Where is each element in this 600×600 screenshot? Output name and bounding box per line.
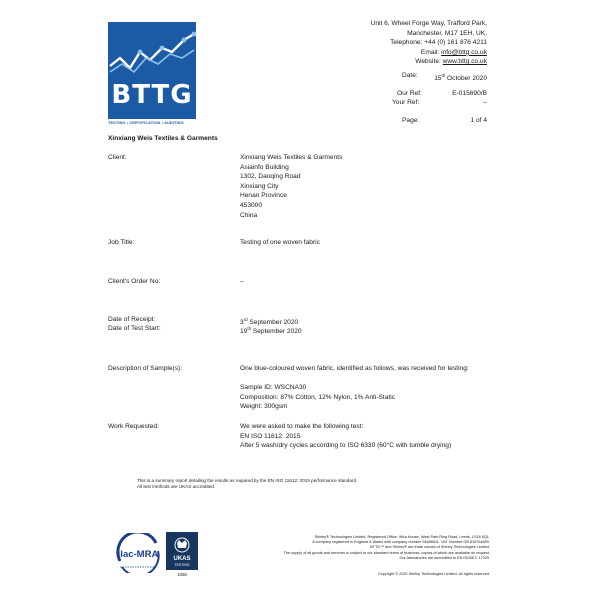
logo-tagline: TESTING • CERTIFICATION • AUDITING [108,120,184,125]
client-line: Xinxiang Weis Textiles & Garments [240,154,343,161]
logo-wordmark: BTTG [111,80,193,110]
address-website: Website: www.bttg.co.uk [415,58,487,66]
sample-details [240,383,395,412]
ukas-number: 1066 [177,572,187,577]
client-line: 1302, Daoqing Road [240,173,301,181]
date-value: 15th October 2020 [434,73,487,83]
client-label: Client: [108,154,127,161]
summary-note [137,478,357,490]
footer-line1: Shirley® Technologies Limited. Registered Office: Wira House, West Park Ring Road, Leeds, LS16 6QL. [314,535,490,539]
sample-id: Sample ID: WSCNA30 [240,384,307,391]
job-title-label: Job Title: [108,239,135,246]
your-ref-value: – [483,99,487,106]
company-address [267,19,487,67]
client-address [240,153,342,220]
test-start-value: 19th September 2020 [240,326,302,336]
sample-label: Description of Sample(s): [108,365,183,372]
address-line2: Manchester, M17 1EH, UK. [407,29,487,37]
ukas-label: UKAS [173,556,191,562]
work-details [240,422,451,451]
footer-line4: The supply of all goods and services is subject to our standard terms of business, copies of which are available on request. [283,550,490,555]
email-link[interactable]: info@bttg.co.uk [441,48,487,56]
footer-copyright: Copyright © 2020 Shirley Technologies Limited. All rights reserved. [377,572,490,576]
test-start-label: Date of Test Start: [108,325,161,332]
client-order-value: – [240,278,244,285]
your-ref-label: Your Ref: [392,99,420,106]
client-line: Asiainfo Building [240,163,289,171]
ilac-mra-logo [114,533,162,573]
receipt-label: Date of Receipt: [108,316,156,323]
summary-line2: All test methods are UKAS accredited. [137,484,216,490]
receipt-value: 3rd September 2020 [240,317,299,327]
address-telephone: Telephone: +44 (0) 161 876 4211 [390,39,487,47]
sample-weight: Weight: 300gsm [240,403,288,411]
our-ref-label: Our Ref: [397,90,422,97]
client-line: 453000 [240,201,263,209]
client-line: Xinxiang City [240,182,279,190]
date-label: Date: [402,72,418,79]
sample-intro: One blue-coloured woven fabric, identified as follows, was received for testing: [240,365,469,372]
summary-line1: This is a summary report detailing the results as required by the EN ISO 11612: 2015 performance standard. [137,478,358,483]
bttg-logo [108,22,196,119]
footer-legal [190,535,490,561]
footer-line5: Our laboratories are accredited to EN ISO/IEC 17025. [399,555,490,560]
website-link[interactable]: www.bttg.co.uk [442,58,487,66]
client-line: Henan Province [240,192,287,200]
work-condition: After 5 wash/dry cycles according to ISO 6330 (60°C with tumble drying) [240,442,452,450]
client-order-label: Client's Order No: [108,278,161,285]
ukas-sub-label: TESTING [174,563,190,567]
page-label: Page: [402,117,420,124]
our-ref-value: E-015690/B [452,90,487,97]
address-email: Email: info@bttg.co.uk [420,48,487,56]
footer-line2: A company registered in England & Wales with company number 04686811. VAT Number GB 816764890. [312,540,490,545]
address-line1: Unit 6, Wheel Forge Way, Trafford Park, [370,20,487,27]
job-title-value: Testing of one woven fabric [240,239,320,246]
logo-wave-graphic [108,22,196,78]
ilac-globe-icon [114,533,162,573]
sample-composition: Composition: 87% Cotton, 12% Nylon, 1% Anti-Static [240,393,396,401]
ilac-label: ilac-MRA [117,549,159,560]
addressee-heading: Xinxiang Weis Textiles & Garments [108,135,218,142]
work-standard: EN ISO 11612: 2015 [240,432,301,440]
page-value: 1 of 4 [470,117,487,124]
footer-line3: BTTG™ and Shirley® are trade names of Shirley Technologies Limited. [370,545,490,550]
work-intro: We were asked to make the following test: [240,423,364,430]
client-line: China [240,211,258,219]
work-label: Work Requested: [108,423,159,430]
